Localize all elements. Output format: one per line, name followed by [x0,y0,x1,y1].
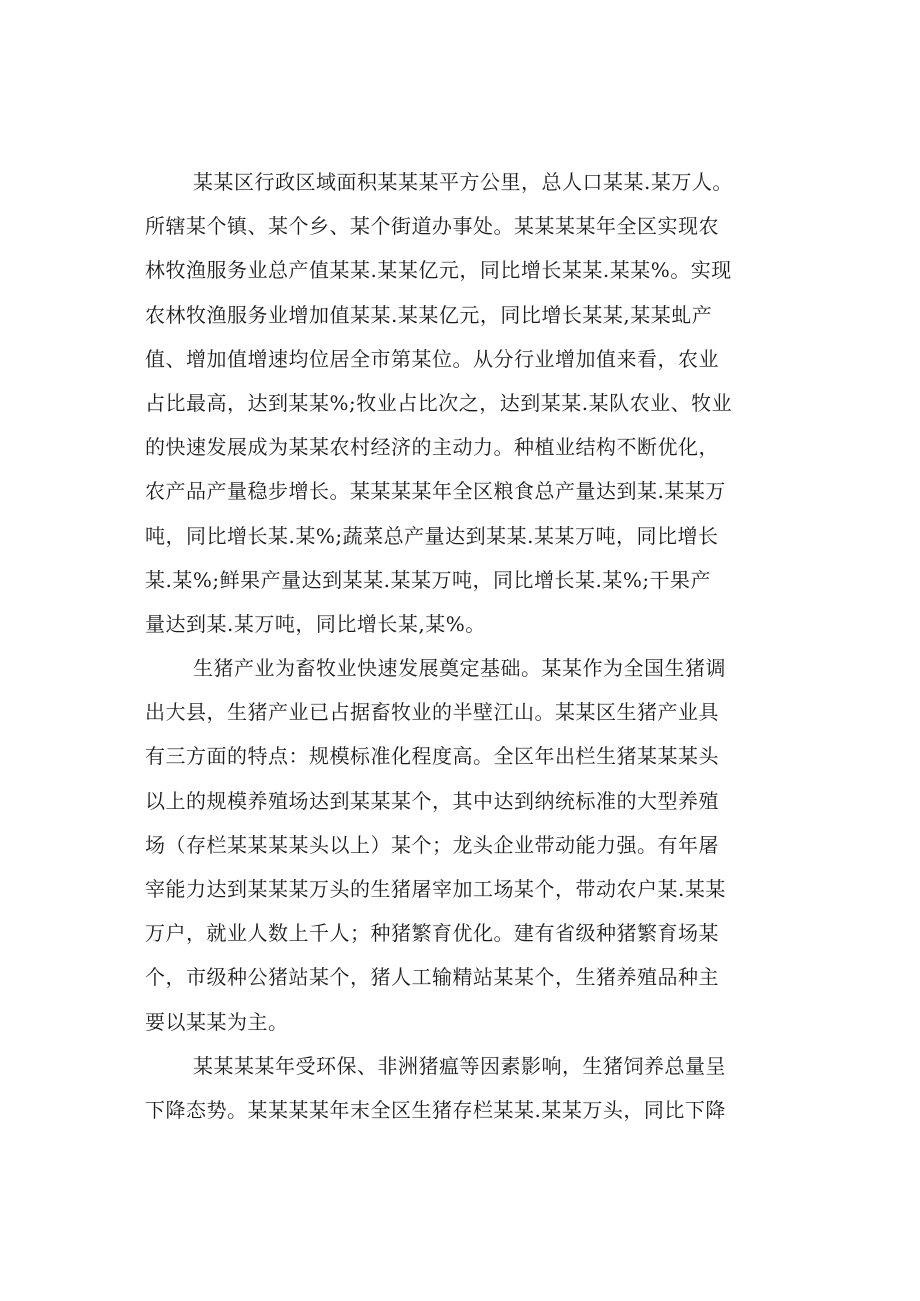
text-line: 某.某%;鲜果产量达到某某.某某万吨，同比增长某.某%;干果产 [145,567,712,592]
paragraph-1 [145,160,805,646]
paragraph-3 [145,1044,805,1132]
text-line: 值、增加值增速均位居全市第某位。从分行业增加值来看，农业 [145,346,719,371]
text-line: 林牧渔服务业总产值某某.某某亿元，同比增长某某.某某%。实现 [145,258,732,283]
text-line: 出大县，生猪产业已占据畜牧业的半壁江山。某某区生猪产业具 [145,700,719,725]
text-line: 有三方面的特点：规模标准化程度高。全区年出栏生猪某某某头 [145,744,719,769]
text-line: 下降态势。某某某某年末全区生猪存栏某某.某某万头，同比下降 [145,1097,726,1122]
text-line: 个，市级种公猪站某个，猪人工输精站某某个，生猪养殖品种主 [145,965,719,990]
text-line: 以上的规模养殖场达到某某某个，其中达到纳统标准的大型养殖 [145,788,719,813]
text-line: 某某区行政区域面积某某某平方公里，总人口某某.某万人。 [193,170,733,194]
text-line: 农林牧渔服务业增加值某某.某某亿元，同比增长某某,某某虬产 [145,302,713,327]
text-line: 某某某某年受环保、非洲猪瘟等因素影响，生猪饲养总量呈 [193,1053,726,1078]
text-line: 要以某某为主。 [145,1009,289,1034]
text-line: 的快速发展成为某某农村经济的主动力。种植业结构不断优化， [145,435,719,460]
text-line: 量达到某.某万吨，同比增长某,某%。 [145,611,486,636]
text-line: 占比最高，达到某某%;牧业占比次之，达到某某.某队农业、牧业 [145,390,733,415]
text-line: 场（存栏某某某某头以上）某个；龙头企业带动能力强。有年屠 [145,832,719,857]
text-line: 吨，同比增长某.某%;蔬菜总产量达到某某.某某万吨，同比增长 [145,523,719,548]
document-body [145,160,805,1132]
text-line: 万户，就业人数上千人；种猪繁育优化。建有省级种猪繁育场某 [145,921,719,946]
text-line: 宰能力达到某某某万头的生猪屠宰加工场某个，带动农户某.某某 [145,877,726,901]
text-line: 农产品产量稳步增长。某某某某年全区粮食总产量达到某.某某万 [145,479,726,504]
paragraph-2 [145,646,805,1044]
text-line: 生猪产业为畜牧业快速发展奠定基础。某某作为全国生猪调 [193,656,726,681]
text-line: 所辖某个镇、某个乡、某个街道办事处。某某某某年全区实现农 [145,214,719,239]
